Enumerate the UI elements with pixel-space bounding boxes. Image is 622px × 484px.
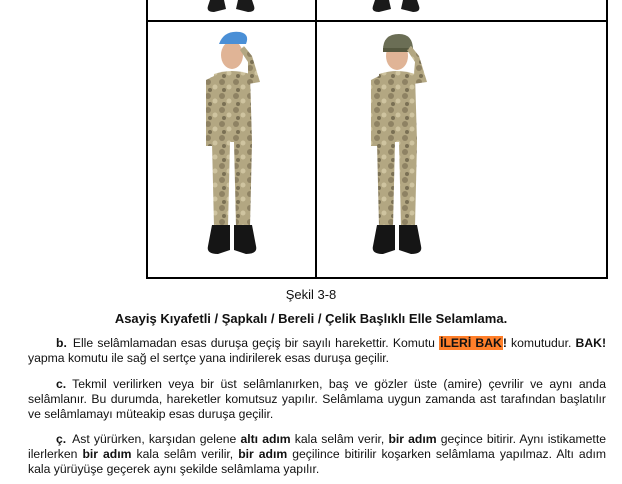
paragraph-cc-bold-2: bir adım — [388, 432, 437, 446]
paragraph-cc-bold-1: altı adım — [240, 432, 291, 446]
paragraph-cc-letter: ç. — [56, 432, 67, 446]
paragraph-b-text-4: yapma komutu ile sağ el sertçe yana indirilerek esas duruşa geçilir. — [28, 351, 390, 365]
paragraph-cc-text-3: geçince bitirir. Aynı istikamette ilerlerken — [28, 432, 606, 461]
command-highlight: İLERİ BAK — [440, 336, 502, 350]
paragraph-b — [28, 336, 606, 366]
figure-title: Asayiş Kıyafetli / Şapkalı / Bereli / Çelik Başlıklı Elle Selamlama. — [114, 311, 508, 326]
photo-soldier-helmet-salute — [317, 22, 608, 277]
paragraph-c-text: Tekmil verilirken veya bir üst selâmlanırken, baş ve gözler üste (amire) çevrilir ve aynı anda selâmlanır. Bu durumda, hareketler komutsuz yapılır. Selâmlama uygun zamanda ast tarafından başlatılır ve selâmlamayı müteakip esas duruşa geçilir. — [28, 377, 606, 421]
paragraph-b-text-3: komutudur. — [506, 336, 576, 350]
paragraph-cc-bold-3: bir adım — [82, 447, 132, 461]
paragraph-b-exclaim: ! — [502, 336, 507, 350]
photo-soldier-beret-salute — [148, 22, 315, 277]
paragraph-b-letter: b. — [56, 336, 67, 350]
paragraph-b-text-1: Elle selâmlamadan esas duruşa geçiş bir sayılı harekettir. Komutu — [72, 336, 440, 350]
paragraph-cc-text-1: Ast yürürken, karşıdan gelene — [72, 432, 241, 446]
photo-grid — [146, 0, 608, 279]
paragraph-cc-text-2: kala selâm verir, — [290, 432, 389, 446]
paragraph-cc-text-4: kala selâm verilir, — [131, 447, 239, 461]
paragraph-b-bold-bak: BAK! — [575, 336, 607, 350]
figure-caption: Şekil 3-8 — [285, 287, 337, 302]
paragraph-c — [28, 377, 606, 422]
grid-divider-horizontal — [148, 20, 606, 22]
paragraph-cc — [28, 432, 606, 477]
photo-top-left-boots — [148, 0, 315, 20]
paragraph-cc-bold-4: bir adım — [238, 447, 288, 461]
paragraph-cc-text-5: geçilince bitirilir koşarken selâmlama yapılmaz. Altı adım kala yürüyüşe geçerek aynı şekilde selâmlama yapılır. — [28, 447, 607, 476]
photo-top-right-boots — [317, 0, 608, 20]
grid-divider-vertical — [315, 0, 317, 277]
paragraph-c-letter: c. — [56, 377, 67, 391]
